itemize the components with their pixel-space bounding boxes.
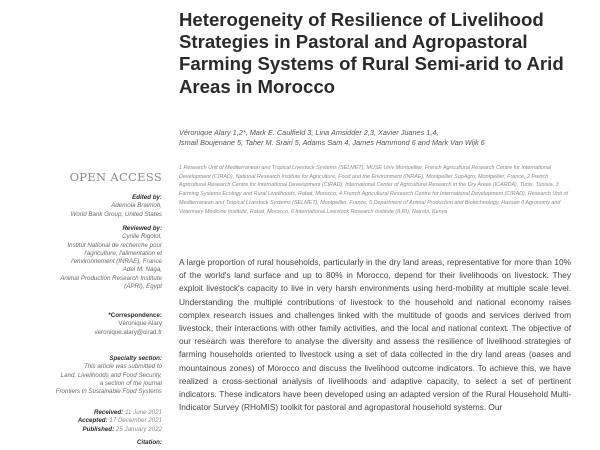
specialty-section-label: Specialty section: [109,355,162,362]
reviewed-by-label: Reviewed by: [122,225,162,232]
paper-title: Heterogeneity of Resilience of Livelihood Strategies in Pastoral and Agropastoral Farming Systems of Rural Semi-arid to Arid Areas in Morocco [179,9,564,97]
citation-label: Citation: [136,438,162,446]
reviewer-name: Adel M. Naga, [122,266,162,274]
correspondence-block [0,312,162,337]
article-info-sidebar [0,0,162,450]
reviewer-affiliation: l'environnement (INRAE), France [71,258,162,266]
editor-affiliation: World Bank Group, United States [70,210,162,218]
published-label: Published: [82,425,115,433]
accepted-date-line [0,417,162,425]
published-date: 25 January 2022 [115,425,162,433]
reviewer-affiliation: (APRI), Egypt [124,283,162,291]
author-list [179,128,591,149]
specialty-text: a section of the journal [99,379,162,387]
affiliations: 1 Research Unit of Mediterranean and Tropical Livestock Systems (SELMET), MUSE Univ Montpellier, French Agricultural Research Centre for International Development (CIRAD), National Research Institute for Agriculture, Food and the Environment (INRAE), Montpellier SupAgro, Montpellier, France, 2 French Agricultural Research Centre for International Development (CIRAD), International Center of Agricultural Research in the Dry Areas (ICARDA), Tunis, Tunisia, 3 Farming Systems Ecology and Rural Livelihoods, Rabat, Morocco, 4 French Agricultural Research Centre for International Development (CIRAD), Research Unit of Mediterranean and Tropical Livestock Systems (SELMET), Montpellier, France, 5 Department of Animal Production and Biotechnology, Hassan II Agronomy and Veterinary Medicine Institute, Rabat, Morocco, 6 International Livestock Research Institute (ILRI), Nairobi, Kenya [179,165,568,215]
published-date-line [0,426,162,434]
reviewer-name: Cyrille Rigolot, [122,233,162,241]
reviewer-affiliation: Animal Production Research Institute [60,274,162,282]
correspondence-name: Véronique Alary [118,320,162,328]
specialty-text: Frontiers in Sustainable Food Systems [55,388,162,396]
correspondence-label: *Correspondence: [108,312,162,319]
edited-by-label: Edited by: [132,194,162,201]
reviewer-affiliation: l'agriculture, l'alimentation et [84,249,162,257]
received-date: 11 June 2021 [124,409,162,416]
dates-block [0,409,162,447]
open-access-label: OPEN ACCESS [69,170,162,184]
accepted-label: Accepted: [77,417,108,425]
reviewer-affiliation: Institut National de recherche pour [67,241,162,249]
received-date-line [0,409,162,417]
reviewed-by-block [0,225,162,291]
authors-line: Véronique Alary 1,2*, Mark E. Caulfield 3, Lina Amsidder 2,3, Xavier Juanes 1,4, [179,128,439,137]
edited-by-block [0,194,162,219]
correspondence-email[interactable]: veronique.alary@cirad.fr [94,328,162,336]
editor-name: Ademola Braimoh, [111,202,162,210]
abstract-text: A large proportion of rural households, particularly in the dry land areas, representative for more than 10% of the world's land surface and up to 80% in Morocco, depend for their livelihoods on livestock. They exploit livestock's capacity to live in very harsh environments using herd-mobility at multiple scale level. Understanding the multiple contributions of livestock to the household and national economy raises complex research issues and challenges linked with the multitude of goods and services derived from livestock, their interactions with other family activities, and the local and national context. The objective of our research was therefore to analyse the diversity and assess the resilience of livelihood strategies of farming households oriented to livestock using a set of data collected in the dry land areas (oases and mountainous zones) of Morocco and discuss the livelihood outcome indicators. To achieve this, we have realized a cross-sectional analysis of livelihoods and adaptive capacity, to select a set of pertinent indicators. These indicators have been developed using an adapted version of the Rural Household Multi-Indicator Survey (RHoMIS) toolkit for pastoral and agropastoral household systems. Our [179,257,571,413]
received-label: Received: [93,409,124,416]
authors-line: Ismail Boujenane 5, Taher M. Srairi 5, Adams Sam 4, James Hammond 6 and Mark Van Wijk 6 [179,138,485,148]
accepted-date: 17 December 2021 [109,417,162,425]
specialty-text: Land, Livelihoods and Food Security, [60,371,162,379]
specialty-section-block [0,355,162,396]
specialty-text: This article was submitted to [83,363,162,371]
